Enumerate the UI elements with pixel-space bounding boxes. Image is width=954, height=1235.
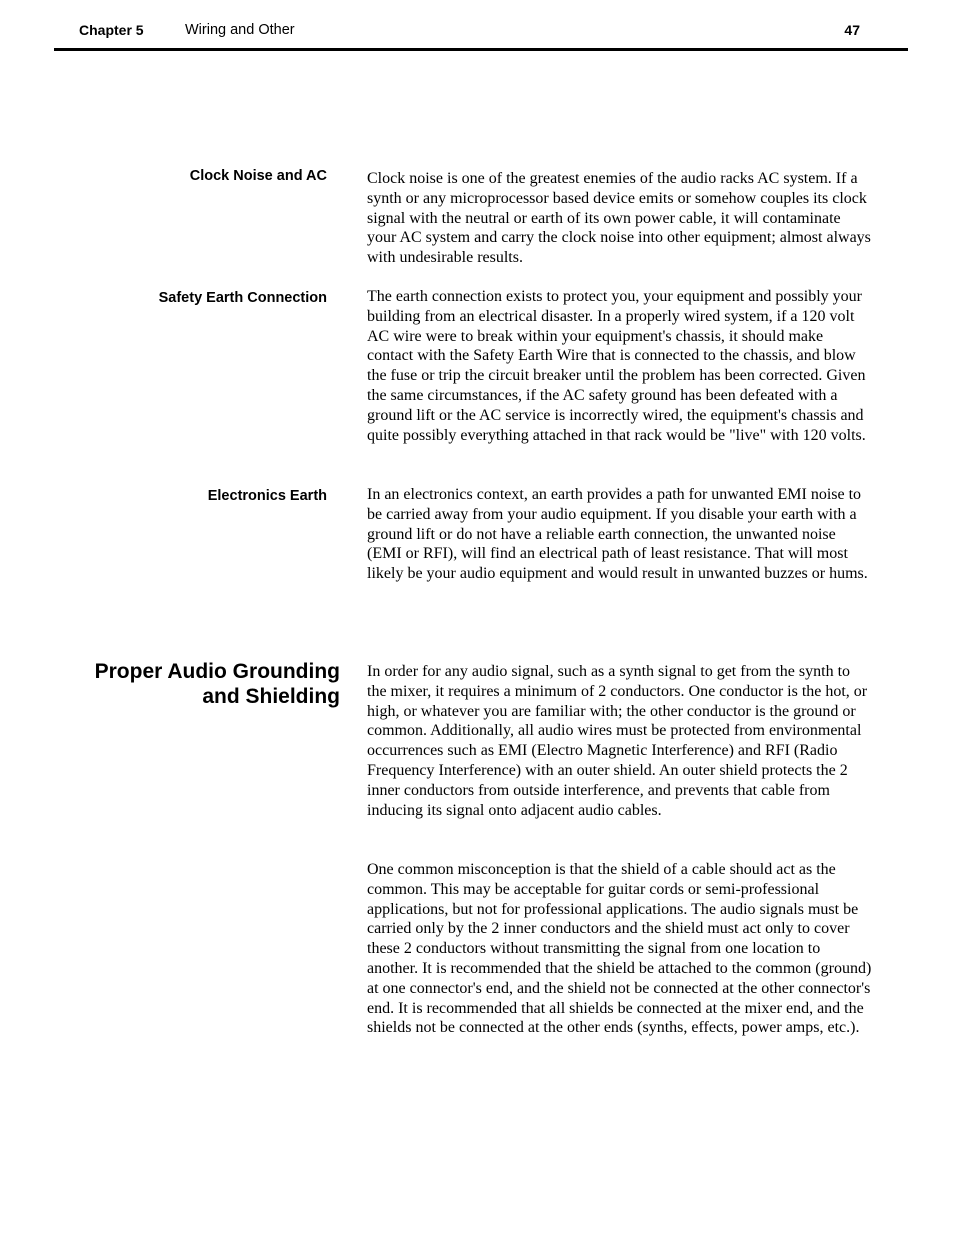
paragraph-clock-noise: Clock noise is one of the greatest enemies of the audio racks AC system. If a synth or any microprocessor based device emits or somehow couples its clock signal with the neutral or earth of its own power cable, it will contaminate your AC system and carry the clock noise into other equipment; almost always with undesirable results. — [367, 170, 871, 267]
chapter-title: Wiring and Other — [185, 22, 295, 38]
side-heading-clock-noise: Clock Noise and AC — [189, 168, 327, 184]
side-heading-electronics-earth: Electronics Earth — [207, 488, 327, 504]
page-number: 47 — [844, 22, 860, 38]
header-rule — [54, 48, 908, 51]
paragraph-audio-grounding-1: In order for any audio signal, such as a synth signal to get from the synth to the mixer, it requires a minimum of 2 conductors. One conductor is the hot, or high, or whatever you are familiar with; the other conductor is the ground or common. Additionally, all audio wires must be protected from environmental occurrences such as EMI (Electro Magnetic Interference) and RFI (Radio Frequency Interference) with an outer shield. An outer shield protects the 2 inner conductors from outside interference, and prevents that cable from inducing its signal onto adjacent audio cables. — [367, 663, 868, 819]
section-heading-line-1: Proper Audio Grounding — [94, 660, 340, 683]
paragraph-electronics-earth: In an electronics context, an earth provides a path for unwanted EMI noise to be carried away from your audio equipment. If you disable your earth with a ground lift or do not have a reliable earth connection, the unwanted noise (EMI or RFI), will find an electrical path of least resistance. That will most likely be your audio equipment and would result in unwanted buzzes or hums. — [367, 486, 868, 583]
chapter-label: Chapter 5 — [79, 22, 144, 38]
section-heading-line-2: and Shielding — [202, 685, 340, 708]
paragraph-audio-grounding-2: One common misconception is that the shield of a cable should act as the common. This may be acceptable for guitar cords or semi-professional applications, but not for professional applications. The audio signals must be carried only by the 2 inner conductors and the shield must act only to cover these 2 conductors without transmitting the signal from one location to another. It is recommended that the shield be attached to the common (ground) at one connector's end, and the shield not be connected at the other connector's end. It is recommended that all shields be connected at the mixer end, and the shields not be connected at the other ends (synths, effects, power amps, etc.). — [367, 861, 872, 1037]
page-header — [0, 0, 954, 52]
side-heading-safety-earth: Safety Earth Connection — [158, 290, 327, 306]
paragraph-safety-earth: The earth connection exists to protect you, your equipment and possibly your building from an electrical disaster. In a properly wired system, if a 120 volt AC wire were to break within your equipment's chassis, it should make contact with the Safety Earth Wire that is connected to the chassis, and blow the fuse or trip the circuit breaker until the problem has been corrected. Given the same circumstances, if the AC safety ground has been defeated with a ground lift or the AC service is incorrectly wired, the equipment's chassis and quite possibly everything attached in that rack would be "live" with 120 volts. — [367, 288, 866, 444]
section-heading-audio-grounding — [95, 659, 340, 709]
